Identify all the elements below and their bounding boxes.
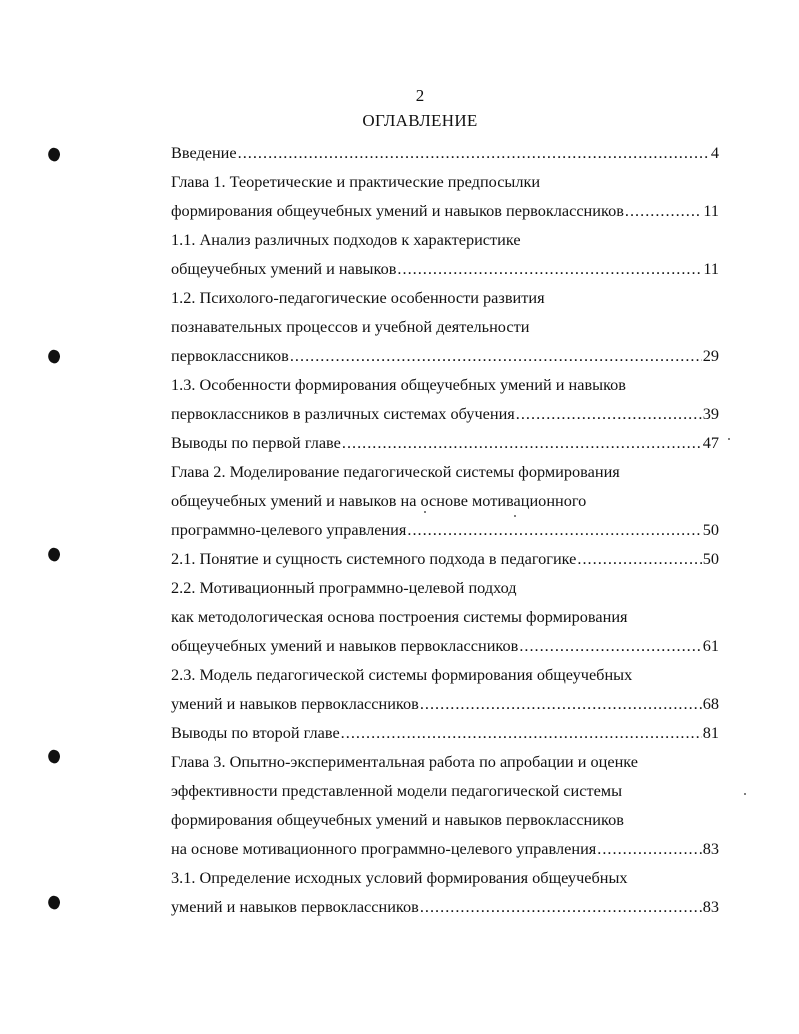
toc-entry — [171, 892, 719, 921]
binder-mark-icon — [46, 748, 62, 764]
toc-page-number: 50 — [702, 549, 719, 568]
toc-line: Глава 2. Моделирование педагогической системы формирования — [171, 462, 620, 481]
toc-leader-dots — [397, 254, 702, 283]
table-of-contents — [171, 138, 719, 921]
toc-entry-text: Введение — [171, 143, 237, 162]
toc-leader-dots — [238, 138, 710, 167]
toc-entry — [171, 515, 719, 544]
toc-leader-dots — [577, 544, 701, 573]
toc-entry — [171, 399, 719, 428]
toc-page-number: 47 — [702, 433, 719, 452]
toc-entry — [171, 689, 719, 718]
toc-line: формирования общеучебных умений и навыков первоклассников — [171, 810, 624, 829]
toc-title: ОГЛАВЛЕНИЕ — [362, 111, 478, 130]
toc-page-number: 11 — [703, 201, 719, 220]
toc-entry-text: на основе мотивационного программно-целевого управления — [171, 839, 597, 858]
binder-mark-icon — [46, 348, 62, 364]
toc-leader-dots — [516, 399, 702, 428]
scan-speck — [728, 438, 730, 440]
toc-line: Глава 3. Опытно-экспериментальная работа по апробации и оценке — [171, 752, 639, 771]
toc-line: как методологическая основа построения системы формирования — [171, 607, 628, 626]
binder-mark-icon — [46, 894, 62, 910]
toc-line: 3.1. Определение исходных условий формирования общеучебных — [171, 868, 628, 887]
toc-page-number: 50 — [702, 520, 719, 539]
toc-line: 1.3. Особенности формирования общеучебных умений и навыков — [171, 375, 626, 394]
toc-line: 1.2. Психолого-педагогические особенности развития — [171, 288, 545, 307]
toc-page-number: 4 — [710, 143, 719, 162]
toc-entry — [171, 138, 719, 167]
toc-entry — [171, 254, 719, 283]
toc-leader-dots — [407, 515, 701, 544]
toc-entry — [171, 718, 719, 747]
toc-entry-text: Выводы по второй главе — [171, 723, 340, 742]
toc-entry-text: общеучебных умений и навыков — [171, 259, 397, 278]
toc-line: общеучебных умений и навыков на основе мотивационного — [171, 491, 587, 510]
toc-page-number: 68 — [702, 694, 719, 713]
toc-entry-text: общеучебных умений и навыков первоклассников — [171, 636, 519, 655]
toc-page-number: 83 — [702, 839, 719, 858]
toc-entry-text: первоклассников — [171, 346, 289, 365]
toc-page-number: 29 — [702, 346, 719, 365]
toc-entry — [171, 341, 719, 370]
scan-speck — [744, 793, 746, 795]
toc-leader-dots — [420, 892, 702, 921]
toc-entry-text: формирования общеучебных умений и навыков первоклассников — [171, 201, 624, 220]
toc-entry — [171, 196, 719, 225]
toc-entry — [171, 544, 719, 573]
toc-line: 2.3. Модель педагогической системы формирования общеучебных — [171, 665, 633, 684]
toc-leader-dots — [341, 718, 702, 747]
toc-page-number: 39 — [702, 404, 719, 423]
toc-line: познавательных процессов и учебной деятельности — [171, 317, 530, 336]
toc-leader-dots — [597, 834, 701, 863]
toc-leader-dots — [625, 196, 702, 225]
toc-leader-dots — [420, 689, 702, 718]
toc-entry-text: Выводы по первой главе — [171, 433, 341, 452]
toc-entry — [171, 834, 719, 863]
toc-entry — [171, 428, 719, 457]
toc-entry-text: умений и навыков первоклассников — [171, 694, 419, 713]
scan-speck — [424, 511, 426, 513]
scan-speck — [514, 515, 516, 517]
toc-leader-dots — [519, 631, 701, 660]
toc-line: 1.1. Анализ различных подходов к характеристике — [171, 230, 521, 249]
toc-entry-text: программно-целевого управления — [171, 520, 407, 539]
page-number: 2 — [415, 86, 425, 105]
toc-entry-text: умений и навыков первоклассников — [171, 897, 419, 916]
toc-entry-text: 2.1. Понятие и сущность системного подхода в педагогике — [171, 549, 577, 568]
toc-leader-dots — [290, 341, 702, 370]
binder-mark-icon — [46, 146, 62, 162]
toc-page-number: 81 — [702, 723, 719, 742]
toc-page-number: 83 — [702, 897, 719, 916]
toc-page-number: 11 — [703, 259, 719, 278]
toc-page-number: 61 — [702, 636, 719, 655]
toc-entry — [171, 631, 719, 660]
toc-line: эффективности представленной модели педагогической системы — [171, 781, 623, 800]
toc-leader-dots — [342, 428, 702, 457]
toc-line: 2.2. Мотивационный программно-целевой подход — [171, 578, 517, 597]
toc-entry-text: первоклассников в различных системах обучения — [171, 404, 515, 423]
toc-line: Глава 1. Теоретические и практические предпосылки — [171, 172, 541, 191]
binder-mark-icon — [46, 546, 62, 562]
